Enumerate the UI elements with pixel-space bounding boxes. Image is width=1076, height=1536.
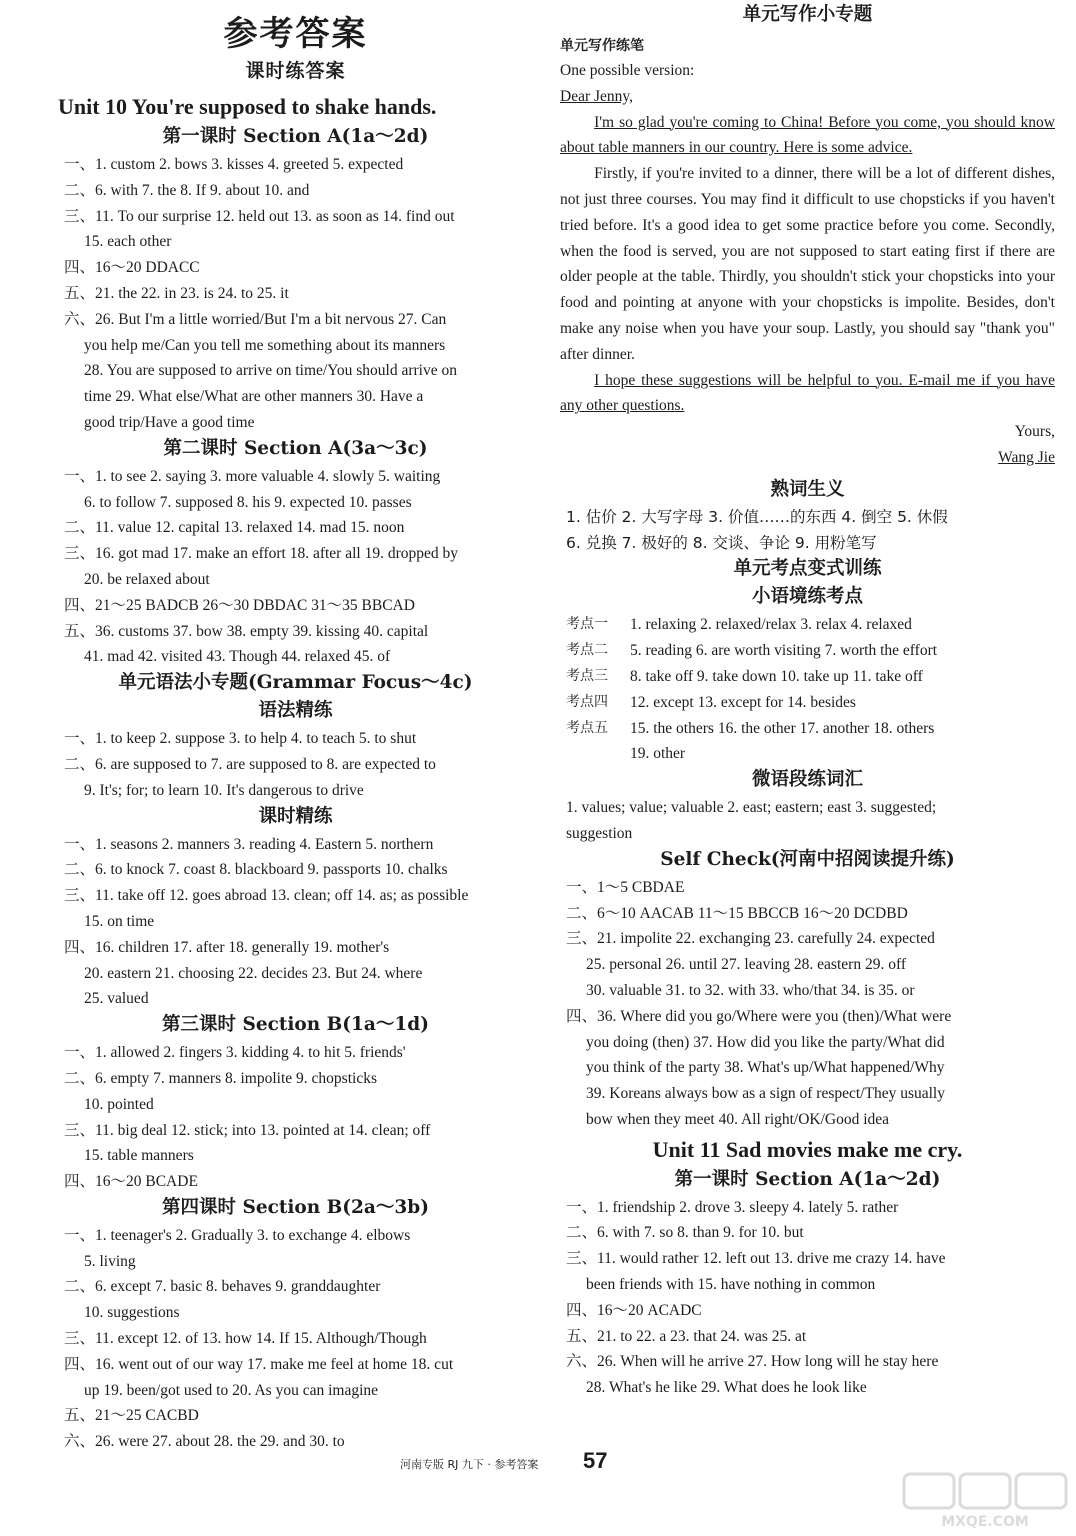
topic-answers: 12. except 13. except for 14. besides	[630, 693, 856, 711]
answer-line: 四、16. went out of our way 17. make me feel at home 18. cut	[64, 1355, 454, 1373]
answer-line: 二、6～10 AACAB 11～15 BBCCB 16～20 DCDBD	[566, 904, 908, 922]
answer-line: 15. each other	[84, 233, 172, 251]
answer-line: 三、21. impolite 22. exchanging 23. carefully 24. expected	[566, 930, 935, 948]
left-column	[58, 0, 533, 1455]
answer-line: 41. mad 42. visited 43. Though 44. relaxed 45. of	[84, 648, 391, 666]
footer-text: 河南专版 RJ 九下 · 参考答案	[400, 1458, 539, 1471]
micro-line: suggestion	[566, 824, 633, 842]
answer-line: 五、36. customs 37. bow 38. empty 39. kissing 40. capital	[64, 622, 429, 640]
answer-line: 三、11. big deal 12. stick; into 13. pointed at 14. clean; off	[64, 1121, 431, 1139]
answer-line: 39. Koreans always bow as a sign of respect/They usually	[586, 1085, 945, 1103]
section-heading: 语法精练	[258, 700, 333, 722]
answer-line: 四、36. Where did you go/Where were you (then)/What were	[566, 1007, 952, 1025]
topic-row	[560, 690, 1055, 716]
self-check-title: Self Check(河南中招阅读提升练)	[660, 848, 955, 870]
answer-line: 二、6. empty 7. manners 8. impolite 9. chopsticks	[64, 1069, 377, 1087]
answer-line: 六、26. were 27. about 28. the 29. and 30. to	[64, 1433, 345, 1451]
answer-line: 五、21～25 CACBD	[64, 1407, 199, 1425]
answer-line: 三、11. take off 12. goes abroad 13. clean; off 14. as; as possible	[64, 887, 469, 905]
answer-line: 三、11. would rather 12. left out 13. drive me crazy 14. have	[566, 1250, 946, 1268]
topic-label: 考点一	[566, 616, 608, 633]
page-title: 参考答案	[223, 14, 368, 54]
answer-line: up 19. been/got used to 20. As you can imagine	[84, 1381, 379, 1399]
topic-label: 考点五	[566, 719, 608, 736]
answer-line: 六、26. When will he arrive 27. How long will he stay here	[566, 1353, 939, 1371]
micro-paragraph-title: 微语段练词汇	[751, 769, 863, 791]
svg-text:MXQE.COM: MXQE.COM	[941, 1514, 1029, 1530]
topic-label: 考点三	[566, 667, 608, 684]
answer-line: 六、26. But I'm a little worried/But I'm a bit nervous 27. Can	[64, 310, 447, 328]
micro-line: 1. values; value; valuable 2. east; eastern; east 3. suggested;	[566, 799, 937, 817]
section-heading: 第四课时 Section B(2a～3b)	[162, 1196, 429, 1218]
answer-line: 五、21. to 22. a 23. that 24. was 25. at	[566, 1327, 807, 1345]
answer-line: 5. living	[84, 1252, 136, 1270]
answer-line: 25. personal 26. until 27. leaving 28. eastern 29. off	[586, 956, 906, 974]
unit-11-section-title: 第一课时 Section A(1a～2d)	[674, 1168, 941, 1190]
topic-answers: 5. reading 6. are worth visiting 7. worth the effort	[630, 642, 938, 660]
left-sections	[58, 124, 533, 1455]
answer-line: 四、16～20 ACADC	[566, 1301, 702, 1319]
answer-line: 三、16. got mad 17. make an effort 18. after all 19. dropped by	[64, 545, 459, 563]
section-heading: 单元语法小专题(Grammar Focus～4c)	[118, 672, 473, 694]
answer-line: 四、16～20 DDACC	[64, 259, 200, 277]
right-column	[560, 0, 1055, 1401]
answer-line: 二、6. to knock 7. coast 8. blackboard 9. passports 10. chalks	[64, 861, 448, 879]
answer-line: you think of the party 38. What's up/What happened/Why	[586, 1059, 945, 1077]
topic-row	[560, 664, 1055, 690]
self-check-answers	[560, 875, 1055, 1133]
topic-label: 考点四	[566, 693, 608, 710]
answer-line: 三、11. except 12. of 13. how 14. If 15. Although/Though	[64, 1330, 427, 1348]
answer-line: good trip/Have a good time	[84, 413, 255, 431]
answer-line: 15. table manners	[84, 1147, 194, 1165]
topic-answers: 1. relaxing 2. relaxed/relax 3. relax 4. relaxed	[630, 616, 912, 634]
answer-line: time 29. What else/What are other manners 30. Have a	[84, 388, 424, 406]
topic-row	[560, 716, 1055, 742]
answer-line: 25. valued	[84, 990, 149, 1008]
answer-line: 一、1. allowed 2. fingers 3. kidding 4. to hit 5. friends'	[64, 1044, 406, 1062]
answer-line: 四、21～25 BADCB 26～30 DBDAC 31～35 BBCAD	[64, 596, 415, 614]
familiar-words-title: 熟词生义	[770, 478, 845, 500]
section-heading: 第一课时 Section A(1a～2d)	[162, 126, 429, 147]
familiar-line: 6. 兑换 7. 极好的 8. 交谈、争论 9. 用粉笔写	[566, 533, 877, 552]
answer-line: 一、1. to see 2. saying 3. more valuable 4. slowly 5. waiting	[64, 467, 441, 485]
answer-line: you help me/Can you tell me something about its manners	[84, 336, 446, 354]
answer-line: 30. valuable 31. to 32. with 33. who/that 34. is 35. or	[586, 981, 915, 999]
answer-line: you doing (then) 37. How did you like the party/What did	[586, 1033, 945, 1051]
topic-answers: 8. take off 9. take down 10. take up 11. take off	[630, 667, 923, 685]
answer-line: bow when they meet 40. All right/OK/Good idea	[586, 1110, 890, 1128]
topic-label: 考点二	[566, 642, 608, 659]
topic-answers: 15. the others 16. the other 17. another 18. others	[630, 719, 935, 737]
letter-para-3: I hope these suggestions will be helpful to you. E-mail me if you have any other questions.	[560, 371, 1055, 415]
answer-line: 三、11. To our surprise 12. held out 13. as soon as 14. find out	[64, 207, 455, 225]
answer-line: 二、11. value 12. capital 13. relaxed 14. mad 15. noon	[64, 519, 405, 537]
answer-line: 20. be relaxed about	[84, 570, 210, 588]
answer-line: 五、21. the 22. in 23. is 24. to 25. it	[64, 284, 289, 302]
answer-line: 四、16～20 BCADE	[64, 1173, 198, 1191]
answer-line: 6. to follow 7. supposed 8. his 9. expected 10. passes	[84, 493, 412, 511]
topic-row	[560, 612, 1055, 638]
section-heading: 课时精练	[258, 805, 333, 827]
unit-11-answers	[560, 1195, 1055, 1401]
answer-line: 15. on time	[84, 912, 155, 930]
possible-version: One possible version:	[560, 62, 695, 79]
unit-10-title: Unit 10 You're supposed to shake hands.	[58, 94, 437, 119]
letter-para-1: I'm so glad you're coming to China! Before you come, you should know about table manners in our country. Here is some advice.	[560, 113, 1055, 157]
answer-line: 28. You are supposed to arrive on time/You should arrive on	[84, 362, 457, 380]
section-heading: 第二课时 Section A(3a～3c)	[163, 437, 428, 459]
answer-line: 20. eastern 21. choosing 22. decides 23. But 24. where	[84, 964, 423, 982]
page-subtitle: 课时练答案	[245, 60, 346, 82]
familiar-line: 1. 估价 2. 大写字母 3. 价值……的东西 4. 倒空 5. 休假	[566, 507, 948, 526]
answer-line: 一、1. teenager's 2. Gradually 3. to exchange 4. elbows	[64, 1226, 411, 1244]
answer-line: 二、6. except 7. basic 8. behaves 9. granddaughter	[64, 1278, 381, 1296]
answer-line: 一、1. seasons 2. manners 3. reading 4. Eastern 5. northern	[64, 835, 434, 853]
letter-signature: Wang Jie	[998, 448, 1055, 466]
page-number: 57	[583, 1448, 608, 1473]
answer-line: 一、1. to keep 2. suppose 3. to help 4. to teach 5. to shut	[64, 730, 417, 748]
topic-row	[560, 638, 1055, 664]
answer-line: 一、1. custom 2. bows 3. kisses 4. greeted 5. expected	[64, 156, 404, 173]
answer-line: 一、1～5 CBDAE	[566, 878, 685, 896]
answer-line: 9. It's; for; to learn 10. It's dangerous to drive	[84, 781, 364, 799]
answer-line: 四、16. children 17. after 18. generally 19. mother's	[64, 938, 390, 956]
variant-training-title: 单元考点变式训练	[733, 558, 882, 580]
unit-11-title: Unit 11 Sad movies make me cry.	[652, 1136, 963, 1162]
answer-line: 二、6. are supposed to 7. are supposed to 8. are expected to	[64, 755, 436, 773]
answer-line: 二、6. with 7. so 8. than 9. for 10. but	[566, 1224, 804, 1242]
answer-line: 二、6. with 7. the 8. If 9. about 10. and	[64, 181, 310, 199]
watermark-logo	[900, 1470, 1070, 1530]
letter-greeting: Dear Jenny,	[560, 87, 634, 105]
topic-continuation: 19. other	[630, 745, 686, 763]
answer-line: 10. suggestions	[84, 1304, 180, 1322]
letter-para-2: Firstly, if you're invited to a dinner, there will be a lot of different dishes, not just three courses. You may find it difficult to use chopsticks if you haven't tried before. It's a good idea to get some practice before you come. Secondly, when the food is served, you are not supposed to start eating first if there are older people at the table. Thirdly, you shouldn't stick your chopsticks into your food and pointing at anyone with your chopsticks is impolite. Besides, don't make any noise when you have your soup. Lastly, you should say "thank you" after dinner.	[560, 165, 1055, 363]
topics-list	[560, 612, 1055, 741]
answer-line: 28. What's he like 29. What does he look like	[586, 1379, 867, 1397]
writing-title: 单元写作小专题	[742, 4, 873, 25]
answer-line: 10. pointed	[84, 1095, 154, 1113]
section-heading: 第三课时 Section B(1a～1d)	[162, 1014, 429, 1036]
answer-line: 一、1. friendship 2. drove 3. sleepy 4. lately 5. rather	[566, 1198, 899, 1216]
answer-line: been friends with 15. have nothing in common	[586, 1276, 876, 1294]
writing-subtitle: 单元写作练笔	[560, 38, 644, 54]
context-practice-title: 小语境练考点	[751, 586, 863, 608]
letter-closing: Yours,	[1014, 423, 1055, 441]
